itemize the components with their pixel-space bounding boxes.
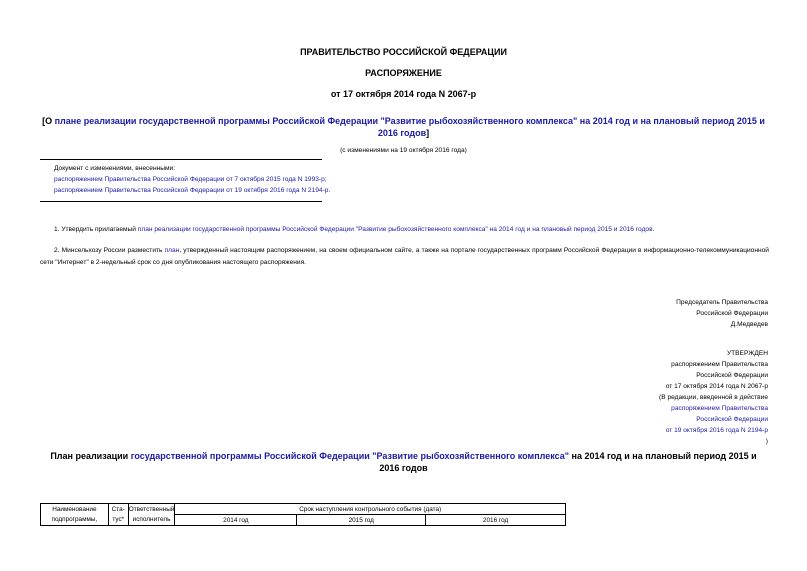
col-status-header: Ста-	[108, 504, 128, 515]
approved-link-2[interactable]: Российской Федерации	[696, 416, 768, 423]
p2-pre: 2. Минсельхозу России разместить	[54, 247, 165, 254]
paragraph-1	[40, 224, 767, 235]
p1-post: .	[652, 226, 655, 233]
document-title	[40, 115, 767, 139]
approved-close: )	[765, 438, 768, 445]
approved-line-3: от 17 октября 2014 года N 2067-р	[665, 383, 768, 390]
changes-note: (с изменениями на 19 октября 2016 года)	[340, 147, 467, 154]
signature-name: Д.Медведев	[730, 321, 768, 328]
approved-link-1[interactable]: распоряжением Правительства	[671, 405, 768, 412]
government-header: ПРАВИТЕЛЬСТВО РОССИЙСКОЙ ФЕДЕРАЦИИ	[300, 47, 507, 57]
approved-line-2: Российской Федерации	[696, 372, 768, 379]
plan-title	[40, 450, 767, 474]
approved-link-3[interactable]: от 19 октября 2016 года N 2194-р	[665, 427, 768, 434]
document-date: от 17 октября 2014 года N 2067-р	[330, 89, 477, 99]
title-close-bracket: ]	[426, 128, 430, 138]
p2-plan-link[interactable]: план	[164, 247, 180, 254]
p1-plan-link[interactable]: план реализации государственной программы Российской Федерации "Развитие рыбохозяйственного комплекса" на 2014 год и на плановый период 2015 и 2016 годов	[137, 226, 653, 233]
approved-line-4: (В редакции, введенной в действие	[659, 394, 768, 401]
plan-title-pre: План реализации	[50, 451, 131, 461]
signature-block	[676, 297, 768, 330]
col-deadline-header: Срок наступления контрольного события (дата)	[175, 504, 566, 515]
approved-title: УТВЕРЖДЕН	[726, 350, 768, 357]
col-exec-header: Ответственный	[128, 504, 175, 515]
year-2014-header: 2014 год	[175, 515, 297, 526]
title-open-bracket: [О	[42, 116, 55, 126]
amend-link-2[interactable]: распоряжением Правительства Российской Федерации от 19 октября 2016 года N 2194-р.	[54, 187, 331, 194]
approved-block	[659, 348, 768, 447]
amend-box-bottom-rule	[40, 201, 322, 202]
plan-title-link[interactable]: государственной программы Российской Федерации "Развитие рыбохозяйственного комплекса"	[130, 451, 570, 461]
col-name-header: Наименование	[41, 504, 109, 515]
col-name-header-2: подпрограммы,	[41, 515, 109, 526]
col-exec-header-2: исполнитель	[128, 515, 175, 526]
p1-pre: 1. Утвердить прилагаемый	[54, 226, 138, 233]
amend-box-top-rule	[40, 159, 322, 160]
plan-table	[40, 503, 566, 526]
amend-box-heading: Документ с изменениями, внесенными:	[54, 165, 176, 172]
amend-link-1[interactable]: распоряжением Правительства Российской Федерации от 7 октября 2015 года N 1993-р;	[54, 176, 327, 183]
p2-post: , утвержденный настоящим распоряжением, на своем официальном сайте, а также на портале государственных программ Российской Федерации в информационно-телекоммуникационной сети "Интернет" в 2-недельный срок со дня опубликования настоящего распоряжения.	[40, 247, 769, 266]
year-2015-header: 2015 год	[297, 515, 426, 526]
document-type: РАСПОРЯЖЕНИЕ	[365, 68, 442, 78]
signature-line-2: Российской Федерации	[696, 310, 768, 317]
approved-line-1: распоряжением Правительства	[671, 361, 768, 368]
plan-title-post: на 2014 год и на плановый период 2015 и 2016 годов	[379, 451, 757, 473]
signature-line-1: Председатель Правительства	[676, 299, 768, 306]
year-2016-header: 2016 год	[426, 515, 566, 526]
title-link[interactable]: плане реализации государственной программы Российской Федерации "Развитие рыбохозяйственного комплекса" на 2014 год и на плановый период 2015 и 2016 годов	[54, 116, 765, 138]
paragraph-2	[40, 245, 769, 269]
col-status-header-2: тус*	[108, 515, 128, 526]
